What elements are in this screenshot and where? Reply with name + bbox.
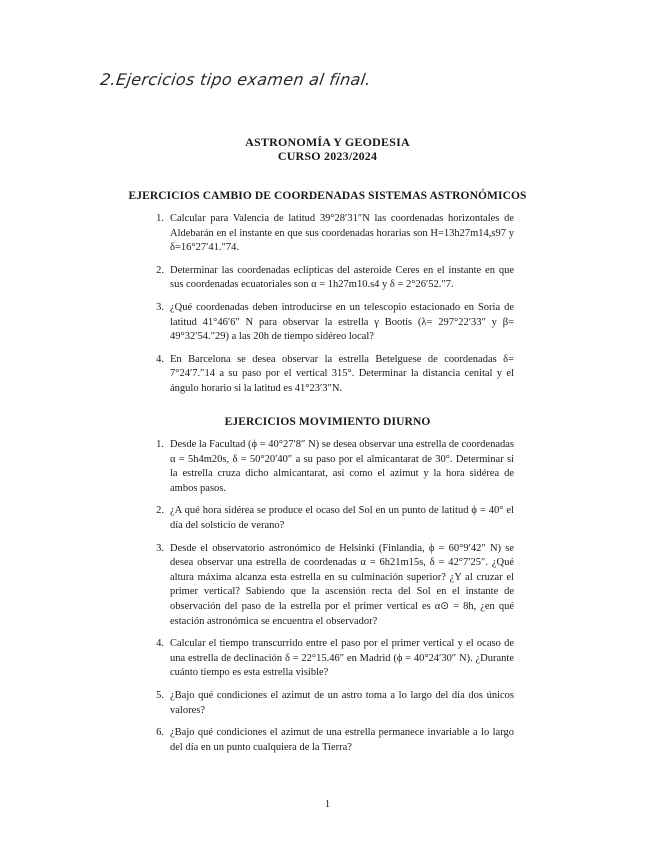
item-text: ¿A qué hora sidérea se produce el ocaso del Sol en un punto de latitud ϕ = 40° el día del solsticio de verano? <box>170 505 514 531</box>
item-text: Desde la Facultad (ϕ = 40°27′8″ N) se desea observar una estrella de coordenadas α = 5h4m20s, δ = 50°20′40″ a su paso por el almicantarat de 30°. Determinar si la estrella cruza dicho almicantarat, así como el azimut y la hora sidérea de ambos pasos. <box>170 439 514 494</box>
item-number: 6. <box>156 727 164 739</box>
list-item <box>150 637 514 681</box>
item-number: 3. <box>156 542 164 554</box>
section-heading-coordinates: EJERCICIOS CAMBIO DE COORDENADAS SISTEMAS ASTRONÓMICOS <box>128 190 527 202</box>
list-item <box>150 438 514 496</box>
document-title: ASTRONOMÍA Y GEODESIA <box>245 135 410 149</box>
item-number: 4. <box>156 638 164 650</box>
page-number: 1 <box>324 799 331 810</box>
list-item <box>150 726 514 755</box>
list-item <box>150 504 514 533</box>
list-item <box>150 264 514 293</box>
item-number: 1. <box>156 213 164 224</box>
item-number: 2. <box>156 505 164 517</box>
item-text: Calcular el tiempo transcurrido entre el paso por el primer vertical y el ocaso de una estrella de declinación δ = 22°15.46″ en Madrid (ϕ = 40°24′30″ N). ¿Durante cuánto tiempo es esta estrella visible? <box>170 638 514 679</box>
item-number: 4. <box>156 353 164 365</box>
item-text: Determinar las coordenadas eclípticas del asteroide Ceres en el instante en que sus coordenadas ecuatoriales son α = 1h27m10.s4 y δ = 2°26′52.″7. <box>170 264 514 291</box>
exercise-list-coordinates <box>150 212 514 405</box>
list-item <box>150 689 514 718</box>
item-text: ¿Bajo qué condiciones el azimut de una estrella permanece invariable a lo largo del día en un punto cualquiera de la Tierra? <box>170 727 514 753</box>
item-text: Desde el observatorio astronómico de Helsinki (Finlandia, ϕ = 60°9′42″ N) se desea observar una estrella de coordenadas α = 6h21m15s, δ = 42°7′25″. ¿Qué altura máxima alcanza esta estrella en su culminación superior? ¿Y al cruzar el primer vertical? Sabiendo que la ascensión recta del Sol en el instante de observación del paso de la estrella por el primer vertical es α⊙ = 8h, ¿en qué estación astronómica se encuentra el observador? <box>170 542 514 627</box>
list-item <box>150 353 514 397</box>
item-text: ¿Bajo qué condiciones el azimut de un astro toma a lo largo del día dos únicos valores? <box>170 689 514 716</box>
course-year: CURSO 2023/2024 <box>277 149 378 163</box>
section-heading-diurnal-motion: EJERCICIOS MOVIMIENTO DIURNO <box>224 416 431 428</box>
list-item <box>150 212 514 256</box>
exercise-list-diurnal <box>150 438 514 763</box>
item-text: Calcular para Valencia de latitud 39°28′31″N las coordenadas horizontales de Aldebarán en el instante en que sus coordenadas horarias son H=13h27m14,s97 y δ=16°27′41.″74. <box>170 213 514 254</box>
item-number: 3. <box>156 301 164 313</box>
item-text: En Barcelona se desea observar la estrella Betelguese de coordenadas δ= 7°24′7.″14 a su paso por el vertical 315°. Determinar la distancia cenital y el ángulo horario si la latitud es 41°23′3″N. <box>170 353 514 394</box>
handwritten-note: 2.Ejercicios tipo examen al final. <box>99 70 373 89</box>
list-item <box>150 542 514 630</box>
item-text: ¿Qué coordenadas deben introducirse en un telescopio estacionado en Soria de latitud 41°46′6″ N para observar la estrella γ Bootis (λ= 297°22′33″ y β= 49°32′54.″29) a las 20h de tiempo sidéreo local? <box>170 301 514 343</box>
item-number: 5. <box>156 689 164 701</box>
item-number: 2. <box>156 264 164 276</box>
item-number: 1. <box>156 439 164 450</box>
list-item <box>150 301 514 345</box>
